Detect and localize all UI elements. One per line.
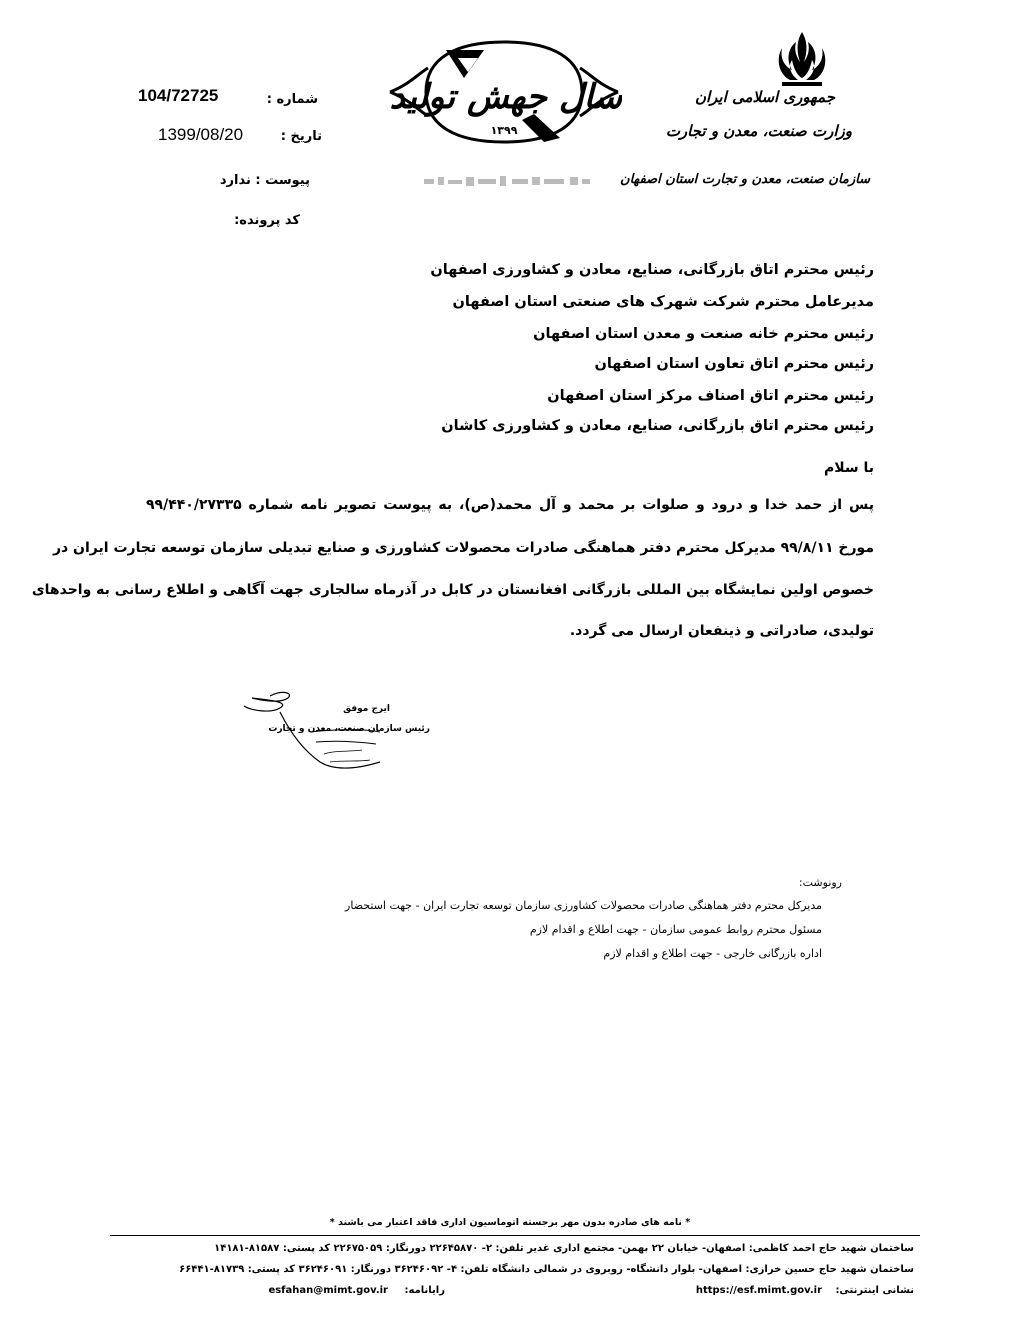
header-ministry: وزارت صنعت، معدن و تجارت <box>665 122 852 140</box>
cc-line: اداره بازرگانی خارجی - جهت اطلاع و اقدام لازم <box>603 947 822 960</box>
recipient-line: رئیس محترم خانه صنعت و معدن استان اصفهان <box>533 326 874 342</box>
signatory-title: رئیس سازمان صنعت، معدن و تجارت <box>268 724 430 734</box>
number-label: شماره : <box>266 92 318 107</box>
footer-email[interactable]: esfahan@mimt.gov.ir <box>268 1285 388 1296</box>
faded-stamp-text <box>422 172 592 190</box>
body-line: خصوص اولین نمایشگاه بین المللی بازرگانی افغانستان در کابل در آذرماه سالجاری جهت آگاهی و اطلاع رسانی به واحدهای <box>31 582 874 598</box>
footer-address: ساختمان شهید حاج احمد کاظمی: اصفهان- خیابان ۲۲ بهمن- مجتمع اداری غدیر تلفن: ۲- ۲۲۶۴۵۸۷۰ دورنگار: ۲۲۶۷۵۰۵۹ کد پستی: ۸۱۵۸۷-۱۴۱۸۱ <box>214 1243 914 1254</box>
cc-line: مسئول محترم روابط عمومی سازمان - جهت اطلاع و اقدام لازم <box>529 923 822 936</box>
greeting: با سلام <box>823 460 874 476</box>
logo-year: ۱۳۹۹ <box>490 124 518 137</box>
signatory-name: ایرج موفق <box>343 704 390 714</box>
recipient-line: رئیس محترم اتاق اصناف مرکز استان اصفهان <box>547 388 874 404</box>
file-code-label: کد پرونده: <box>234 213 300 228</box>
footer-email-label: رایانامه: <box>404 1285 445 1296</box>
recipient-line: رئیس محترم اتاق تعاون استان اصفهان <box>594 356 874 372</box>
cc-title: رونوشت: <box>798 876 842 889</box>
production-leap-logo <box>386 28 622 156</box>
body-line: پس از حمد خدا و درود و صلوات بر محمد و آل محمد(ص)، به پیوست تصویر نامه شماره ۹۹/۴۴۰/۲۷۳۳۵ <box>146 497 874 513</box>
footer-divider <box>110 1235 920 1236</box>
recipient-line: رئیس محترم اتاق بازرگانی، صنایع، معادن و کشاورزی اصفهان <box>430 262 874 278</box>
footer-note: * نامه های صادره بدون مهر برجسته اتوماسیون اداری فاقد اعتبار می باشند * <box>329 1217 691 1228</box>
logo-text: سال جهش تولید <box>389 77 622 117</box>
iran-emblem-icon <box>774 30 830 92</box>
footer-website[interactable]: https://esf.mimt.gov.ir <box>695 1285 822 1296</box>
recipient-line: رئیس محترم اتاق بازرگانی، صنایع، معادن و کشاورزی کاشان <box>441 418 874 434</box>
footer-web-label: نشانی اینترنتی: <box>835 1285 914 1296</box>
header-republic: جمهوری اسلامی ایران <box>694 88 835 106</box>
body-line: مورخ ۹۹/۸/۱۱ مدیرکل محترم دفتر هماهنگی صادرات محصولات کشاورزی و صنایع تبدیلی سازمان توسعه تجارت ایران در <box>52 540 874 556</box>
cc-line: مدیرکل محترم دفتر هماهنگی صادرات محصولات کشاورزی سازمان توسعه تجارت ایران - جهت استحضار <box>345 899 822 912</box>
date-label: تاریخ : <box>280 129 322 144</box>
header-organization: سازمان صنعت، معدن و تجارت استان اصفهان <box>620 172 870 187</box>
footer-address: ساختمان شهید حاج حسین خرازی: اصفهان- بلوار دانشگاه- روبروی در شمالی دانشگاه تلفن: ۴- ۳۶۲۴۶۰۹۲ دورنگار: ۳۶۲۴۶۰۹۱ کد پستی: ۸۱۷۳۹-۶۶۴۴۱ <box>179 1264 914 1275</box>
letter-number: 104/72725 <box>138 86 219 105</box>
body-line: تولیدی، صادراتی و ذینفعان ارسال می گردد. <box>569 623 874 639</box>
letter-date: 1399/08/20 <box>158 125 244 144</box>
recipient-line: مدیرعامل محترم شرکت شهرک های صنعتی استان اصفهان <box>452 294 874 310</box>
attachment-label: پیوست : ندارد <box>219 173 310 188</box>
